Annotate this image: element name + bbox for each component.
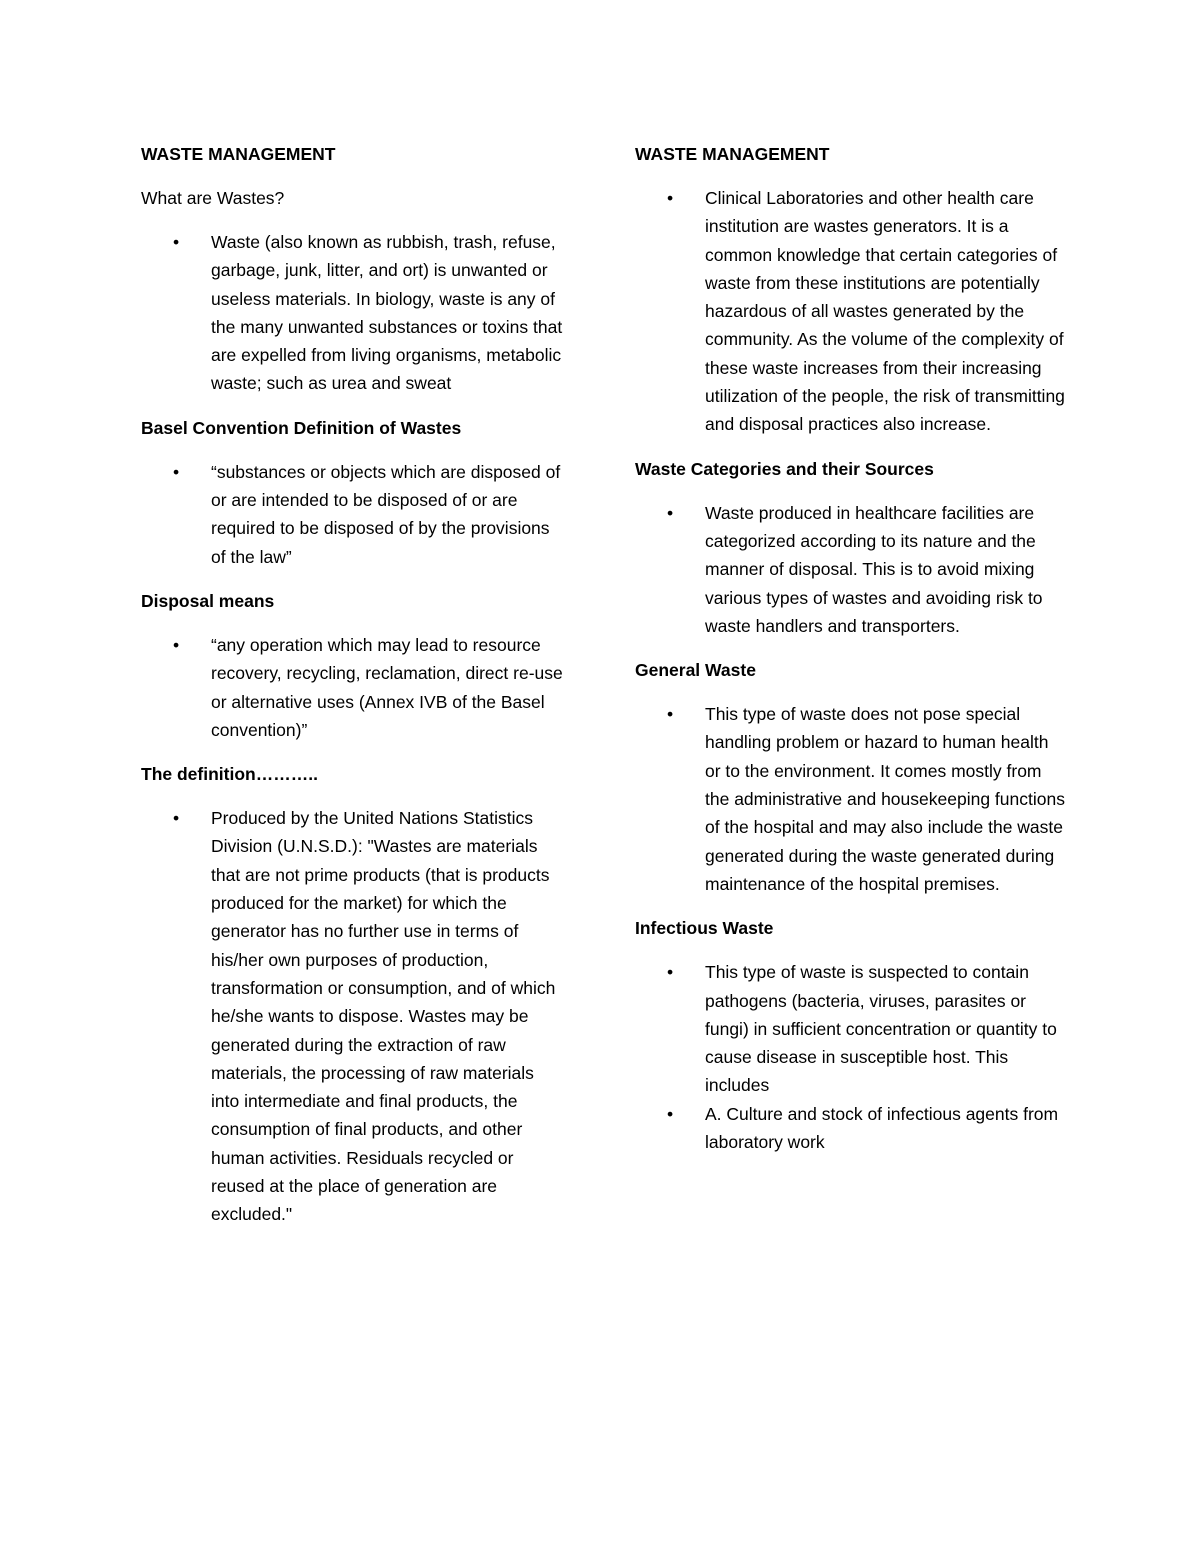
list-item-text: Waste produced in healthcare facilities are categorized according to its nature and the manner of disposal. This is to avoid mixing various types of wastes and avoiding risk to waste handlers and transporters. bbox=[705, 502, 1043, 636]
definition-heading: The definition……….. bbox=[141, 764, 318, 785]
list-item bbox=[141, 228, 566, 398]
left-column bbox=[141, 140, 571, 1245]
categories-list bbox=[635, 499, 1065, 640]
waste-definition-list bbox=[141, 228, 571, 398]
categories-heading: Waste Categories and their Sources bbox=[635, 458, 934, 479]
list-item bbox=[141, 804, 566, 1228]
basel-heading: Basel Convention Definition of Wastes bbox=[141, 417, 462, 438]
list-item-text: Waste (also known as rubbish, trash, refuse, garbage, junk, litter, and ort) is unwanted or useless materials. In biology, waste is any of the many unwanted substances or toxins that are expelled from living organisms, metabolic waste; such as urea and sweat bbox=[211, 232, 563, 394]
infectious-waste-list bbox=[635, 958, 1065, 1156]
bullet-icon: • bbox=[667, 188, 674, 208]
list-item-text: A. Culture and stock of infectious agents from laboratory work bbox=[705, 1103, 1059, 1153]
infectious-waste-heading: Infectious Waste bbox=[635, 918, 774, 939]
list-item bbox=[635, 184, 1065, 439]
list-item bbox=[635, 499, 1065, 640]
bullet-icon: • bbox=[173, 461, 180, 482]
list-item bbox=[141, 458, 566, 571]
list-item bbox=[635, 1100, 1065, 1157]
list-item-text: Clinical Laboratories and other health care institution are wastes generators. It is a common knowledge that certain categories of waste from these institutions are potentially hazardous of all wastes generated by the community. As the volume of the complexity of these waste increases from their increasing utilization of the people, the risk of transmitting and disposal practices also increase. bbox=[705, 188, 1065, 435]
bullet-icon: • bbox=[173, 808, 180, 829]
list-item-text: “substances or objects which are disposed of or are intended to be disposed of or are required to be disposed of by the provisions of the law” bbox=[211, 461, 561, 567]
general-waste-list bbox=[635, 700, 1065, 898]
list-item-text: “any operation which may lead to resource recovery, recycling, reclamation, direct re-use or alternative uses (Annex IVB of the Basel convention)” bbox=[211, 634, 563, 740]
clinical-list bbox=[635, 184, 1065, 439]
bullet-icon: • bbox=[173, 634, 180, 655]
right-column bbox=[635, 140, 1065, 1172]
list-item bbox=[635, 958, 1065, 1099]
basel-list bbox=[141, 458, 571, 571]
bullet-icon: • bbox=[667, 962, 674, 983]
list-item-text: This type of waste does not pose special handling problem or hazard to human health or to the environment. It comes mostly from the administrative and housekeeping functions of the hospital and may also include the waste generated during the waste generated during maintenance of the hospital premises. bbox=[705, 704, 1065, 894]
bullet-icon: • bbox=[173, 232, 180, 252]
disposal-heading: Disposal means bbox=[141, 590, 275, 611]
unsd-list bbox=[141, 804, 571, 1228]
bullet-icon: • bbox=[667, 502, 674, 523]
list-item bbox=[635, 700, 1065, 898]
page-title-left: WASTE MANAGEMENT bbox=[141, 144, 336, 164]
list-item bbox=[141, 631, 566, 744]
bullet-icon: • bbox=[667, 704, 674, 725]
list-item-text: Produced by the United Nations Statistics Division (U.N.S.D.): "Wastes are materials that are not prime products (that is products produced for the market) for which the generator has no further use in terms of his/her own purposes of production, transformation or consumption, and of which he/she wants to dispose. Wastes may be generated during the extraction of raw materials, the processing of raw materials into intermediate and final products, the consumption of final products, and other human activities. Residuals recycled or reused at the place of generation are excluded." bbox=[211, 808, 556, 1225]
general-waste-heading: General Waste bbox=[635, 660, 756, 681]
bullet-icon: • bbox=[667, 1103, 674, 1124]
disposal-list bbox=[141, 631, 571, 744]
question-what-are-wastes: What are Wastes? bbox=[141, 188, 285, 208]
page-title-right: WASTE MANAGEMENT bbox=[635, 144, 830, 164]
list-item-text: This type of waste is suspected to contain pathogens (bacteria, viruses, parasites or fungi) in sufficient concentration or quantity to cause disease in susceptible host. This includes bbox=[705, 962, 1057, 1096]
